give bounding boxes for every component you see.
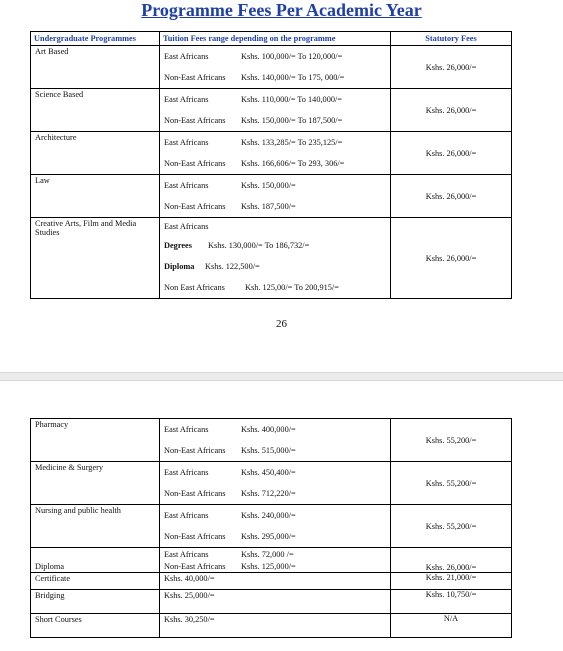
table-row [31,89,512,132]
fee-line: East Africans Kshs. 240,000/= [164,511,296,520]
table-row [31,218,512,299]
statutory-cell: Kshs. 26,000/= [391,89,512,132]
programme-cell: Art Based [31,46,160,89]
statutory-cell: N/A [391,614,512,638]
statutory-cell: Kshs. 55,200/= [391,462,512,505]
statutory-cell: Kshs. 21,000/= [391,573,512,590]
fee-line: East Africans Kshs. 150,000/= [164,181,296,190]
programme-cell: Medicine & Surgery [31,462,160,505]
table-row [31,132,512,175]
tuition-cell [160,419,391,462]
programme-cell: Architecture [31,132,160,175]
table-row [31,46,512,89]
tuition-cell [160,46,391,89]
programme-cell: Certificate [31,573,160,590]
fee-line: Diploma Kshs. 122,500/= [164,262,260,271]
tuition-cell [160,462,391,505]
table-row [31,419,512,462]
tuition-cell [160,132,391,175]
programme-cell: Short Courses [31,614,160,638]
tuition-cell: Kshs. 40,000/= [160,573,391,590]
programme-cell: Creative Arts, Film and Media Studies [31,218,160,299]
table-row [31,462,512,505]
fee-line: East Africans Kshs. 133,285/= To 235,125/= [164,138,343,147]
fee-line: Non-East Africans Kshs. 187,500/= [164,202,296,211]
statutory-cell: Kshs. 26,000/= [391,175,512,218]
page-number: 26 [276,318,287,330]
statutory-cell: Kshs. 26,000/= [391,218,512,299]
tuition-cell: Kshs. 30,250/= [160,614,391,638]
fee-line: Non-East Africans Kshs. 712,220/= [164,489,296,498]
fee-line: East Africans Kshs. 400,000/= [164,425,296,434]
table-row [31,505,512,548]
statutory-cell: Kshs. 55,200/= [391,419,512,462]
programme-cell: Bridging [31,590,160,614]
fee-line: Non-East Africans Kshs. 515,000/= [164,446,296,455]
table-row [31,590,512,614]
fee-line: East Africans Kshs. 100,000/= To 120,000/= [164,52,343,61]
fee-line: Non-East Africans Kshs. 140,000/= To 175, 000/= [164,73,345,82]
tuition-cell [160,89,391,132]
fee-line: Non-East Africans Kshs. 125,000/= [164,561,296,571]
statutory-cell: Kshs. 26,000/= [391,46,512,89]
tuition-cell: Kshs. 25,000/= [160,590,391,614]
fee-line: Non-East Africans Kshs. 150,000/= To 187,500/= [164,116,343,125]
header-tuition: Tuition Fees range depending on the programme [160,32,391,46]
document-title: Programme Fees Per Academic Year [141,0,422,20]
fee-line: East Africans Kshs. 72,000 /= [164,549,294,559]
fee-line: East Africans Kshs. 450,400/= [164,468,296,477]
table-header-row [31,32,512,46]
statutory-cell: Kshs. 10,750/= [391,590,512,614]
statutory-cell: Kshs. 55,200/= [391,505,512,548]
tuition-cell [160,218,391,299]
page-gap [0,372,563,381]
tuition-cell [160,175,391,218]
header-statutory: Statutory Fees [391,32,512,46]
table-row [31,614,512,638]
fees-table-page-1 [30,31,512,299]
table-row [31,573,512,590]
tuition-cell [160,505,391,548]
programme-cell: Nursing and public health [31,505,160,548]
statutory-cell: Kshs. 26,000/= [391,132,512,175]
programme-cell: Law [31,175,160,218]
programme-cell: Diploma [31,548,160,573]
programme-cell: Pharmacy [31,419,160,462]
fee-line: East Africans [164,222,209,231]
fee-line: Degrees Kshs. 130,000/= To 186,732/= [164,241,310,250]
programme-cell: Science Based [31,89,160,132]
table-row [31,548,512,573]
document-page-2 [0,381,563,651]
fee-line: East Africans Kshs. 110,000/= To 140,000/= [164,95,342,104]
fee-line: Non East Africans Ksh. 125,00/= To 200,915/= [164,283,339,292]
tuition-cell [160,548,391,573]
header-programme: Undergraduate Programmes [31,32,160,46]
statutory-cell: Kshs. 26,000/= [391,548,512,573]
fee-line: Non-East Africans Kshs. 295,000/= [164,532,296,541]
fee-line: Non-East Africans Kshs. 166,606/= To 293, 306/= [164,159,345,168]
table-row [31,175,512,218]
fees-table-page-2 [30,418,512,638]
